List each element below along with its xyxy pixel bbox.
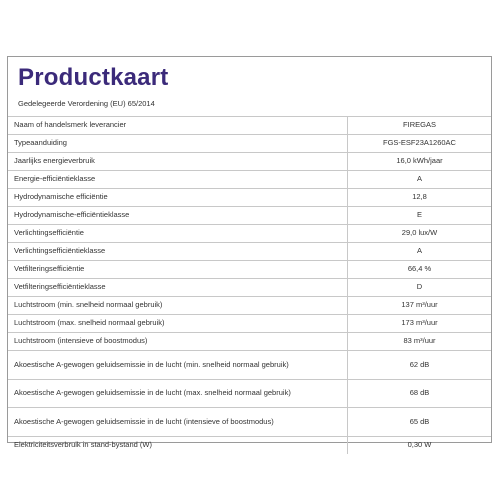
- row-label: Verlichtingsefficiëntieklasse: [8, 243, 348, 261]
- row-label: Verlichtingsefficiëntie: [8, 225, 348, 243]
- row-label: Luchtstroom (min. snelheid normaal gebruik): [8, 297, 348, 315]
- row-value: 12,8: [348, 189, 492, 207]
- row-value: 137 m³/uur: [348, 297, 492, 315]
- row-value: A: [348, 171, 492, 189]
- table-row: [8, 261, 491, 279]
- table-row: [8, 436, 491, 454]
- row-label: Luchtstroom (intensieve of boostmodus): [8, 333, 348, 351]
- row-value: A: [348, 243, 492, 261]
- table-row: [8, 153, 491, 171]
- row-label: Jaarlijks energieverbruik: [8, 153, 348, 171]
- row-label: Typeaanduiding: [8, 135, 348, 153]
- table-row: [8, 207, 491, 225]
- row-label: Hydrodynamische-efficiëntieklasse: [8, 207, 348, 225]
- row-value: 16,0 kWh/jaar: [348, 153, 492, 171]
- row-value: 62 dB: [348, 351, 492, 380]
- row-label: Energie-efficiëntieklasse: [8, 171, 348, 189]
- table-row: [8, 351, 491, 380]
- row-value: 66,4 %: [348, 261, 492, 279]
- table-row: [8, 315, 491, 333]
- row-label: Akoestische A-gewogen geluidsemissie in de lucht (min. snelheid normaal gebruik): [8, 351, 348, 380]
- table-row: [8, 135, 491, 153]
- row-value: FIREGAS: [348, 117, 492, 135]
- row-value: 68 dB: [348, 379, 492, 408]
- row-label: Elektriciteitsverbruik in stand-bystand (W): [8, 436, 348, 454]
- table-row: [8, 243, 491, 261]
- card-header: [8, 57, 491, 117]
- table-row: [8, 408, 491, 437]
- table-row: [8, 171, 491, 189]
- table-row: [8, 117, 491, 135]
- page-title: Productkaart: [18, 64, 169, 91]
- row-label: Akoestische A-gewogen geluidsemissie in de lucht (intensieve of boostmodus): [8, 408, 348, 437]
- row-value: 0,30 W: [407, 439, 432, 449]
- product-card: [7, 56, 492, 449]
- row-label: Luchtstroom (max. snelheid normaal gebruik): [8, 315, 348, 333]
- row-value: 83 m³/uur: [348, 333, 492, 351]
- row-value: 173 m³/uur: [348, 315, 492, 333]
- row-label: Naam of handelsmerk leverancier: [8, 117, 348, 135]
- row-value: 29,0 lux/W: [348, 225, 492, 243]
- row-label: Vetfilteringsefficiëntieklasse: [8, 279, 348, 297]
- table-row: [8, 225, 491, 243]
- row-value: E: [348, 207, 492, 225]
- table-row: [8, 297, 491, 315]
- row-value: FGS-ESF23A1260AC: [348, 135, 492, 153]
- row-label: Akoestische A-gewogen geluidsemissie in de lucht (max. snelheid normaal gebruik): [8, 379, 348, 408]
- regulation-subtitle: Gedelegeerde Verordening (EU) 65/2014: [18, 99, 155, 108]
- row-value: D: [348, 279, 492, 297]
- row-label: Hydrodynamische efficiëntie: [8, 189, 348, 207]
- table-row: [8, 379, 491, 408]
- table-row: [8, 279, 491, 297]
- table-row: [8, 189, 491, 207]
- table-row: [8, 333, 491, 351]
- spec-table: [8, 117, 491, 454]
- row-value: 65 dB: [348, 408, 492, 437]
- row-label: Vetfilteringsefficiëntie: [8, 261, 348, 279]
